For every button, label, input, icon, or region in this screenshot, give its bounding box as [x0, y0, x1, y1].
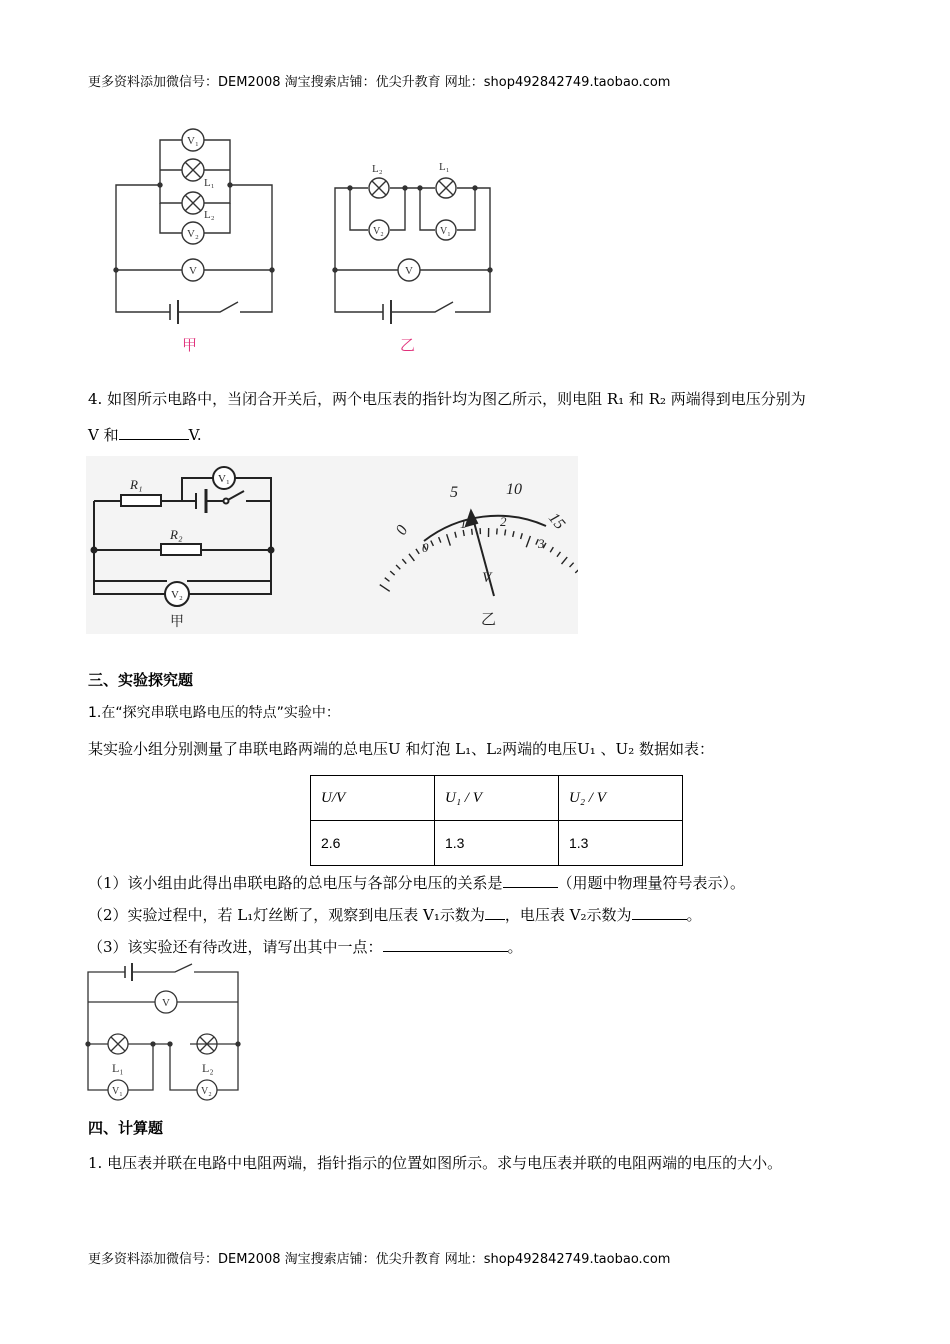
table-row	[311, 821, 683, 866]
table-header: U₂ / V	[559, 776, 683, 821]
meter-tick	[505, 530, 506, 536]
meter-tick	[472, 529, 473, 535]
scale-top-5: 5	[450, 484, 458, 501]
meter-tick	[570, 563, 574, 567]
table-cell: 1.3	[559, 821, 683, 866]
meter-tick	[521, 533, 523, 539]
page-footer: 更多资料添加微信号：DEM2008 淘宝搜索店铺：优尖升教育 网址：shop492842749.taobao.com	[88, 1252, 671, 1267]
v1-label: V₁	[187, 135, 199, 147]
scale-top-10: 10	[506, 481, 522, 498]
s3-q1-desc: 某实验小组分别测量了串联电路两端的总电压U 和灯泡 L₁、L₂两端的电压U₁ 、U₂ 数据如表：	[88, 740, 714, 758]
s3-l2-label: L₂	[202, 1061, 214, 1075]
circuit-figure-top	[100, 120, 520, 360]
s3-sub3-blank[interactable]	[383, 951, 508, 952]
scale-bottom-2: 2	[500, 514, 507, 529]
meter-unit: V	[482, 570, 492, 586]
s3-q1-intro: 1.在“探究串联电路电压的特点”实验中：	[88, 705, 340, 721]
q4-v2-label: V₂	[171, 589, 183, 601]
s3-l1-label: L₁	[112, 1061, 124, 1075]
q4-caption-yi: 乙	[481, 612, 497, 628]
meter-tick	[550, 547, 553, 552]
l2-label: L₂	[204, 209, 215, 221]
q4-line1: 4. 如图所示电路中，当闭合开关后，两个电压表的指针均为图乙所示，则电阻 R₁ 和 R₂ 两端得到电压分别为	[88, 390, 806, 408]
scale-top-15: 15	[544, 509, 569, 533]
meter-tick	[431, 541, 434, 546]
s3-sub2-a: （2）实验过程中，若 L₁灯丝断了，观察到电压表 V₁示数为	[88, 906, 485, 924]
meter-tick	[409, 554, 414, 561]
table-header: U/V	[311, 776, 435, 821]
s3-sub2-blank1[interactable]	[485, 919, 505, 920]
meter-tick	[396, 565, 400, 569]
v2-label: V₂	[187, 228, 199, 240]
meter-tick	[575, 569, 578, 573]
q4-line2	[88, 424, 202, 445]
table-header-row	[311, 776, 683, 821]
meter-tick	[402, 559, 406, 564]
scale-bottom-1: 1	[460, 516, 467, 531]
data-table	[310, 775, 683, 866]
q4-caption-jia: 甲	[170, 615, 184, 630]
s3-sub2	[88, 904, 702, 925]
s3-sub1-text: （1）该小组由此得出串联电路的总电压与各部分电压的关系是	[88, 874, 503, 892]
scale-bottom-0: 0	[422, 540, 429, 555]
v-label: V	[189, 265, 197, 277]
s3-sub1-blank[interactable]	[503, 887, 558, 888]
meter-tick	[385, 578, 390, 582]
meter-dial	[380, 481, 578, 628]
meter-tick	[447, 534, 451, 545]
caption-jia: 甲	[182, 338, 198, 354]
v2-label-yi: V₂	[373, 226, 384, 237]
page-header: 更多资料添加微信号：DEM2008 淘宝搜索店铺：优尖升教育 网址：shop492842749.taobao.com	[88, 75, 671, 90]
table-header: U₁ / V	[435, 776, 559, 821]
s3-sub2-end: 。	[686, 906, 702, 924]
meter-tick	[562, 557, 568, 564]
q4-v1-label: V₁	[218, 473, 230, 485]
q4-line2-a: V 和	[88, 426, 119, 444]
meter-tick	[497, 528, 498, 534]
table-cell: 1.3	[435, 821, 559, 866]
s3-sub1	[88, 872, 745, 893]
l2-label-yi: L₂	[372, 163, 383, 175]
scale-top-0: 0	[392, 522, 412, 538]
circuit-jia	[114, 129, 274, 354]
q4-line2-b: V.	[188, 426, 202, 444]
meter-tick	[439, 537, 441, 543]
s3-v1-label: V₁	[112, 1086, 123, 1097]
s3-v-label: V	[162, 997, 170, 1009]
s3-sub3-text: （3）该实验还有待改进，请写出其中一点：	[88, 938, 383, 956]
meter-tick	[380, 585, 390, 592]
meter-tick	[526, 536, 530, 547]
s3-sub2-blank2[interactable]	[632, 919, 687, 920]
s3-sub3-end: 。	[507, 938, 523, 956]
s3-circuit-figure	[80, 962, 250, 1102]
caption-yi: 乙	[400, 338, 416, 354]
s4-q1: 1. 电压表并联在电路中电阻两端，指针指示的位置如图所示。求与电压表并联的电阻两端的电压的大小。	[88, 1154, 783, 1172]
r1-label: R₁	[130, 477, 143, 492]
table-cell: 2.6	[311, 821, 435, 866]
s3-sub3	[88, 936, 523, 957]
meter-tick	[455, 532, 456, 538]
needle-tip	[466, 511, 477, 526]
v-label-yi: V	[405, 265, 413, 277]
circuit-yi	[333, 161, 492, 354]
meter-tick	[513, 531, 514, 537]
r2-label: R₂	[170, 527, 183, 542]
meter-tick	[557, 552, 560, 557]
l1-label: L₁	[204, 177, 215, 189]
section4-title: 四、计算题	[88, 1119, 164, 1137]
l1-label-yi: L₁	[439, 161, 450, 173]
meter-tick	[390, 571, 394, 575]
section3-title: 三、实验探究题	[88, 671, 194, 689]
q4-figure	[86, 456, 578, 634]
s3-sub2-b: ，电压表 V₂示数为	[504, 906, 632, 924]
s3-sub1-end: （用题中物理量符号表示）。	[557, 874, 746, 892]
scale-bottom-3: 3	[538, 536, 545, 551]
meter-tick	[416, 549, 419, 554]
v1-label-yi: V₁	[440, 226, 451, 237]
q4-answer-blank[interactable]	[119, 439, 189, 440]
s3-v2-label: V₂	[201, 1086, 212, 1097]
